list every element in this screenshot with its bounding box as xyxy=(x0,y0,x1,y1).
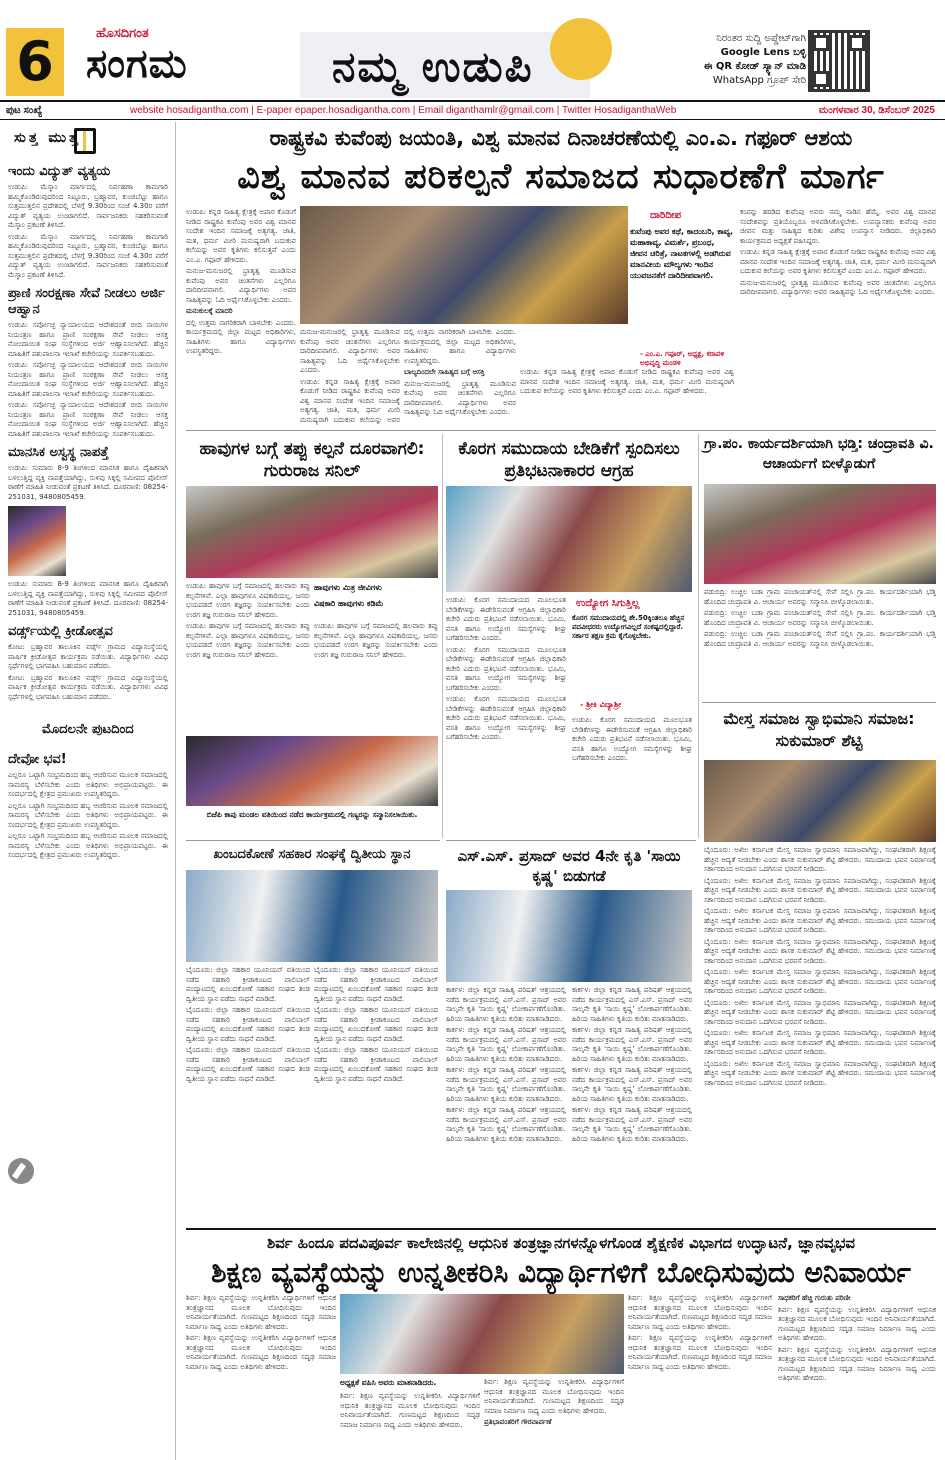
snakes-headline: ಹಾವುಗಳ ಬಗ್ಗೆ ತಪ್ಪು ಕಲ್ಪನೆ ದೂರವಾಗಲಿ: ಗುರುರಾಜ ಸನಿಲ್ xyxy=(199,439,425,481)
college-body-col-2 xyxy=(340,1392,480,1456)
info-bar xyxy=(0,100,945,120)
pencil-icon xyxy=(8,1158,34,1184)
mesta-headline: ಮೇಸ್ತ ಸಮಾಜ ಸ್ವಾಭಿಮಾನಿ ಸಮಾಜ: ಸುಕುಮಾರ್ ಶೆಟ್ಟಿ xyxy=(723,709,915,750)
panchayat-headline: ಗ್ರಾ.ಪಂ. ಕಾರ್ಯದರ್ಶಿಯಾಗಿ ಭಡ್ತಿ: ಚಂದ್ರಾವತಿ ವಿ. ಆಚಾರ್ಯಗೆ ಬೀಳ್ಕೊಡುಗೆ xyxy=(704,436,934,472)
website-link[interactable]: website hosadigantha.com xyxy=(130,105,249,116)
college-photo xyxy=(340,1294,624,1374)
lead-body-col-2 xyxy=(300,328,400,426)
lead-body-text-3: ದಲ್ಲಿ ಉತ್ತಮ ನಾಗರಿಕರಾಗಿ ಬಾಳಬೇಕು ಎಂದರು. ಕಾರ್ಯಕ್ರಮದಲ್ಲಿ ಜಿಲ್ಲಾ ಮಟ್ಟದ ಅಧಿಕಾರಿಗಳು, ಸಾಹಿತಿಗಳು ಹಾಗೂ ವಿದ್ಯಾರ್ಥಿಗಳು ಉಪಸ್ಥಿತರಿದ್ದರು. xyxy=(186,318,296,355)
college-body-col-1 xyxy=(186,1294,336,1454)
kambala-photo xyxy=(186,870,438,962)
lead-body-col-1 xyxy=(186,208,296,424)
bjp-caption: ಬಿಜೆಪಿ ಕಾಪು ಮಂಡಲ ವತಿಯಿಂದ ನಡೆದ ಕಾರ್ಯಕ್ರಮದಲ್ಲಿ ಗಣ್ಯರನ್ನು ಸನ್ಮಾನಿಸಲಾಯಿತು. xyxy=(206,810,418,819)
book-body-7: ಕಾರ್ಕಳ: ಜಿಲ್ಲಾ ಕನ್ನಡ ಸಾಹಿತ್ಯ ಪರಿಷತ್ ಆಶ್ರಯದಲ್ಲಿ ನಡೆದ ಕಾರ್ಯಕ್ರಮದಲ್ಲಿ ಎಸ್.ಎಸ್. ಪ್ರಸಾದ್ ಅವರ ನಾಲ್ಕನೇ ಕೃತಿ 'ಸಾಯಿ ಕೃಷ್ಣ' ಲೋಕಾರ್ಪಣೆಗೊಂಡಿತು. ಹಿರಿಯ ಸಾಹಿತಿಗಳು ಕೃತಿಯ ಕುರಿತು ಮಾತನಾಡಿದರು. xyxy=(572,1066,692,1103)
koraga-body-col-2 xyxy=(572,716,692,834)
college-body-col-3 xyxy=(484,1378,624,1456)
snakes-box-1: ಹಾವುಗಳು ಮಿತ್ರ ಜೀವಿಗಳು xyxy=(314,583,382,592)
college-body-6: ಶಿರ್ವ: ಶಿಕ್ಷಣ ವ್ಯವಸ್ಥೆಯನ್ನು ಉನ್ನತೀಕರಿಸಿ ವಿದ್ಯಾರ್ಥಿಗಳಿಗೆ ಆಧುನಿಕ ತಂತ್ರಜ್ಞಾನದ ಮೂಲಕ ಬೋಧಿಸುವುದು ಇಂದಿನ ಅನಿವಾರ್ಯತೆಯಾಗಿದೆ. ಗುಣಮಟ್ಟದ ಶಿಕ್ಷಣದಿಂದ ಸದೃಢ ಸಮಾಜ ನಿರ್ಮಾಣ ಸಾಧ್ಯ ಎಂದು ಅತಿಥಿಗಳು ಹೇಳಿದರು. xyxy=(628,1334,772,1371)
lead-body-text: ಉಡುಪಿ: ಕನ್ನಡ ಸಾಹಿತ್ಯ ಕ್ಷೇತ್ರಕ್ಕೆ ಅಪಾರ ಕೊಡುಗೆ ನೀಡಿದ ರಾಷ್ಟ್ರಕವಿ ಕುವೆಂಪು ಅವರ ವಿಶ್ವ ಮಾನವ ಸಂದೇಶ ಇಂದಿನ ಸಮಾಜಕ್ಕೆ ಅತ್ಯಗತ್ಯ. ಜಾತಿ, ಮತ, ಧರ್ಮ ಮೀರಿ ಮನುಷ್ಯರಾಗಿ ಬದುಕುವ ಕಲೆಯನ್ನು ಅವರ ಕೃತಿಗಳು ಕಲಿಸುತ್ತವೆ ಎಂದು ಎಂ.ಎ. ಗಫೂರ್ ಹೇಳಿದರು. xyxy=(186,208,296,264)
college-body-8: ಶಿರ್ವ: ಶಿಕ್ಷಣ ವ್ಯವಸ್ಥೆಯನ್ನು ಉನ್ನತೀಕರಿಸಿ ವಿದ್ಯಾರ್ಥಿಗಳಿಗೆ ಆಧುನಿಕ ತಂತ್ರಜ್ಞಾನದ ಮೂಲಕ ಬೋಧಿಸುವುದು ಇಂದಿನ ಅನಿವಾರ್ಯತೆಯಾಗಿದೆ. ಗುಣಮಟ್ಟದ ಶಿಕ್ಷಣದಿಂದ ಸದೃಢ ಸಮಾಜ ನಿರ್ಮಾಣ ಸಾಧ್ಯ ಎಂದು ಅತಿಥಿಗಳು ಹೇಳಿದರು. xyxy=(778,1345,936,1382)
left-news-column xyxy=(0,122,176,1460)
koraga-quote-byline: - ಶ್ರೀಕಿ ವಿದ್ಯಾಶ್ರೀ xyxy=(580,700,621,709)
issue-date: ಮಂಗಳವಾರ 30, ಡಿಸೆಂಬರ್ 2025 xyxy=(818,105,935,116)
brief-body-missing-2: ಉಡುಪಿ: ಸುಮಾರು 8-9 ತಿಂಗಳಿಂದ ಮಾನಸಿಕ ಹಾಗೂ ದೈಹಿಕವಾಗಿ ಬಳಲುತ್ತಿದ್ದ ವ್ಯಕ್ತಿ ನಾಪತ್ತೆಯಾಗಿದ್ದು, ಸುಳಿವು ಸಿಕ್ಕಲ್ಲಿ ಸಮೀಪದ ಪೊಲೀಸ್ ಠಾಣೆಗೆ ಮಾಹಿತಿ ನೀಡುವಂತೆ ಪ್ರಕಟಣೆ ತಿಳಿಸಿದೆ. ದೂರವಾಣಿ: 08254-251031, 9480805459. xyxy=(8,580,168,617)
book-body-col-1 xyxy=(446,986,566,1222)
bjp-photo xyxy=(186,736,438,806)
panchayat-body-text: ಪಡುಬಿದ್ರಿ: ಉಚ್ಚಿಲ ಬಡಾ ಗ್ರಾಮ ಪಂಚಾಯತ್‌ನಲ್ಲಿ ಸೇವೆ ಸಲ್ಲಿಸಿ ಗ್ರಾ.ಪಂ. ಕಾರ್ಯದರ್ಶಿಯಾಗಿ ಭಡ್ತಿ ಹೊಂದಿದ ಚಂದ್ರಾವತಿ ವಿ. ಆಚಾರ್ಯ ಅವರನ್ನು ಸನ್ಮಾನಿಸಿ ಬೀಳ್ಕೊಡಲಾಯಿತು. xyxy=(704,588,936,606)
snakes-box-2: ವಿಷಕಾರಿ ಹಾವುಗಳು ಕಡಿಮೆ xyxy=(314,599,384,608)
lead-body-col-5 xyxy=(740,208,936,426)
lead-subhead: ಮನುಕುಲಕ್ಕೆ ಮಾದರಿ xyxy=(186,307,233,315)
lead-body-col-4 xyxy=(520,368,734,426)
college-body-5: ಶಿರ್ವ: ಶಿಕ್ಷಣ ವ್ಯವಸ್ಥೆಯನ್ನು ಉನ್ನತೀಕರಿಸಿ ವಿದ್ಯಾರ್ಥಿಗಳಿಗೆ ಆಧುನಿಕ ತಂತ್ರಜ್ಞಾನದ ಮೂಲಕ ಬೋಧಿಸುವುದು ಇಂದಿನ ಅನಿವಾರ್ಯತೆಯಾಗಿದೆ. ಗುಣಮಟ್ಟದ ಶಿಕ್ಷಣದಿಂದ ಸದೃಢ ಸಮಾಜ ನಿರ್ಮಾಣ ಸಾಧ್ಯ ಎಂದು ಅತಿಥಿಗಳು ಹೇಳಿದರು. xyxy=(628,1294,772,1331)
book-body-1: ಕಾರ್ಕಳ: ಜಿಲ್ಲಾ ಕನ್ನಡ ಸಾಹಿತ್ಯ ಪರಿಷತ್ ಆಶ್ರಯದಲ್ಲಿ ನಡೆದ ಕಾರ್ಯಕ್ರಮದಲ್ಲಿ ಎಸ್.ಎಸ್. ಪ್ರಸಾದ್ ಅವರ ನಾಲ್ಕನೇ ಕೃತಿ 'ಸಾಯಿ ಕೃಷ್ಣ' ಲೋಕಾರ್ಪಣೆಗೊಂಡಿತು. ಹಿರಿಯ ಸಾಹಿತಿಗಳು ಕೃತಿಯ ಕುರಿತು ಮಾತನಾಡಿದರು. xyxy=(446,986,566,1023)
brief-body-power: ಉಡುಪಿ: ಮೆಸ್ಕಾಂ ಮಾರ್ಗದಲ್ಲಿ ನಿರ್ವಹಣಾ ಕಾಮಗಾರಿ ಹಮ್ಮಿಕೊಂಡಿರುವುದರಿಂದ ನಿಟ್ಟೂರು, ಬ್ರಹ್ಮಾವರ, ಕುಂಜಿಬೆಟ್ಟು ಹಾಗೂ ಸುತ್ತಮುತ್ತಲಿನ ಪ್ರದೇಶದಲ್ಲಿ ಬೆಳಗ್ಗೆ 9.30ರಿಂದ ಸಂಜೆ 4.30ರ ವರೆಗೆ ವಿದ್ಯುತ್ ವ್ಯತ್ಯಯ ಉಂಟಾಗಲಿದೆ. ಸಾರ್ವಜನಿಕರು ಸಹಕರಿಸುವಂತೆ ಮೆಸ್ಕಾಂ ಪ್ರಕಟಣೆ ತಿಳಿಸಿದೆ. xyxy=(8,183,168,229)
email-link[interactable]: Email diganthamlr@gmail.com xyxy=(418,105,554,116)
college-body-col-5 xyxy=(778,1294,936,1454)
front-page-continued-head: ಮೊದಲನೇ ಪುಟದಿಂದ xyxy=(42,722,134,737)
snakes-body-3: ಉಡುಪಿ: ಹಾವುಗಳ ಬಗ್ಗೆ ಸಮಾಜದಲ್ಲಿ ಹಲವಾರು ತಪ್ಪು ಕಲ್ಪನೆಗಳಿವೆ. ಎಲ್ಲಾ ಹಾವುಗಳೂ ವಿಷಕಾರಿಯಲ್ಲ. ಜನರು ಭಯಪಡದೆ ಉರಗ ತಜ್ಞರನ್ನು ಸಂಪರ್ಕಿಸಬೇಕು ಎಂದು ಉರಗ ತಜ್ಞ ಗುರುರಾಜ ಸನಿಲ್ ಹೇಳಿದರು. xyxy=(314,622,438,659)
brief-body-deva-2: ಎಲ್ಲರೂ ಒಟ್ಟಾಗಿ ಸಂಭ್ರಮದಿಂದ ಹಬ್ಬ ಆಚರಿಸುವ ಮೂಲಕ ಸಮಾಜದಲ್ಲಿ ಸಾಮರಸ್ಯ ಬೆಳೆಸಬೇಕು ಎಂದು ಅತಿಥಿಗಳು ಅಭಿಪ್ರಾಯಪಟ್ಟರು. ಈ ಸಂದರ್ಭದಲ್ಲಿ ಕ್ಷೇತ್ರದ ಪ್ರಮುಖರು ಉಪಸ್ಥಿತರಿದ್ದರು. xyxy=(8,801,168,829)
mesta-body-5: ಬೈಂದೂರು: ಅಖಿಲ ಕರ್ನಾಟಕ ಮೇಸ್ತ ಸಮಾಜ ಸ್ವಾಭಿಮಾನಿ ಸಮಾಜವಾಗಿದ್ದು, ಸಂಘಟಿತರಾಗಿ ಶಿಕ್ಷಣಕ್ಕೆ ಹೆಚ್ಚಿನ ಆದ್ಯತೆ ನೀಡಬೇಕು ಎಂದು ಶಾಸಕ ಸುಕುಮಾರ್ ಶೆಟ್ಟಿ ಹೇಳಿದರು. ಸಮುದಾಯ ಭವನ ನಿರ್ಮಾಣಕ್ಕೆ ಸರ್ಕಾರದಿಂದ ಅನುದಾನ ಒದಗಿಸುವ ಭರವಸೆ ನೀಡಿದರು. xyxy=(704,968,936,995)
mesta-body-6: ಬೈಂದೂರು: ಅಖಿಲ ಕರ್ನಾಟಕ ಮೇಸ್ತ ಸಮಾಜ ಸ್ವಾಭಿಮಾನಿ ಸಮಾಜವಾಗಿದ್ದು, ಸಂಘಟಿತರಾಗಿ ಶಿಕ್ಷಣಕ್ಕೆ ಹೆಚ್ಚಿನ ಆದ್ಯತೆ ನೀಡಬೇಕು ಎಂದು ಶಾಸಕ ಸುಕುಮಾರ್ ಶೆಟ್ಟಿ ಹೇಳಿದರು. ಸಮುದಾಯ ಭವನ ನಿರ್ಮಾಣಕ್ಕೆ ಸರ್ಕಾರದಿಂದ ಅನುದಾನ ಒದಗಿಸುವ ಭರವಸೆ ನೀಡಿದರು. xyxy=(704,998,936,1026)
koraga-quote: ಕೊರಗ ಸಮುದಾಯದಲ್ಲಿ ಶೇ.50ಕ್ಕಿಂತಲೂ ಹೆಚ್ಚಿನ ಪದವೀಧರರು ಉದ್ಯೋಗವಿಲ್ಲದೆ ಸಂಕಷ್ಟದಲ್ಲಿದ್ದಾರೆ. ಸರ್ಕಾರ ತಕ್ಷಣ ಕ್ರಮ ಕೈಗೊಳ್ಳಬೇಕು. xyxy=(572,614,685,640)
lead-body-2b: ಉಡುಪಿ: ಕನ್ನಡ ಸಾಹಿತ್ಯ ಕ್ಷೇತ್ರಕ್ಕೆ ಅಪಾರ ಕೊಡುಗೆ ನೀಡಿದ ರಾಷ್ಟ್ರಕವಿ ಕುವೆಂಪು ಅವರ ವಿಶ್ವ ಮಾನವ ಸಂದೇಶ ಇಂದಿನ ಸಮಾಜಕ್ಕೆ ಅತ್ಯಗತ್ಯ. ಜಾತಿ, ಮತ, ಧರ್ಮ ಮೀರಿ ಮನುಷ್ಯರಾಗಿ ಬದುಕುವ ಕಲೆಯನ್ನು ಅವರ xyxy=(300,377,400,424)
college-body-1: ಶಿರ್ವ: ಶಿಕ್ಷಣ ವ್ಯವಸ್ಥೆಯನ್ನು ಉನ್ನತೀಕರಿಸಿ ವಿದ್ಯಾರ್ಥಿಗಳಿಗೆ ಆಧುನಿಕ ತಂತ್ರಜ್ಞಾನದ ಮೂಲಕ ಬೋಧಿಸುವುದು ಇಂದಿನ ಅನಿವಾರ್ಯತೆಯಾಗಿದೆ. ಗುಣಮಟ್ಟದ ಶಿಕ್ಷಣದಿಂದ ಸದೃಢ ಸಮಾಜ ನಿರ್ಮಾಣ ಸಾಧ್ಯ ಎಂದು ಅತಿಥಿಗಳು ಹೇಳಿದರು. xyxy=(186,1294,336,1331)
snakes-photo xyxy=(186,486,438,578)
lead-body-col-3 xyxy=(404,328,516,426)
panchayat-body-text-3: ಪಡುಬಿದ್ರಿ: ಉಚ್ಚಿಲ ಬಡಾ ಗ್ರಾಮ ಪಂಚಾಯತ್‌ನಲ್ಲಿ ಸೇವೆ ಸಲ್ಲಿಸಿ ಗ್ರಾ.ಪಂ. ಕಾರ್ಯದರ್ಶಿಯಾಗಿ ಭಡ್ತಿ ಹೊಂದಿದ ಚಂದ್ರಾವತಿ ವಿ. ಆಚಾರ್ಯ ಅವರನ್ನು ಸನ್ಮಾನಿಸಿ ಬೀಳ್ಕೊಡಲಾಯಿತು. xyxy=(704,630,936,648)
kambala-body-col-1 xyxy=(186,966,310,1222)
college-subhead-2: ಪ್ರತಿಭಾವಂತರಿಗೆ ಗೌರವಾರ್ಪಣೆ xyxy=(484,1418,552,1426)
brief-body-deva-3: ಎಲ್ಲರೂ ಒಟ್ಟಾಗಿ ಸಂಭ್ರಮದಿಂದ ಹಬ್ಬ ಆಚರಿಸುವ ಮೂಲಕ ಸಮಾಜದಲ್ಲಿ ಸಾಮರಸ್ಯ ಬೆಳೆಸಬೇಕು ಎಂದು ಅತಿಥಿಗಳು ಅಭಿಪ್ರಾಯಪಟ್ಟರು. ಈ ಸಂದರ್ಭದಲ್ಲಿ ಕ್ಷೇತ್ರದ ಪ್ರಮುಖರು ಉಪಸ್ಥಿತರಿದ್ದರು. xyxy=(8,832,168,859)
lead-photo xyxy=(300,206,628,324)
divider xyxy=(186,840,440,841)
title-decoration-circle xyxy=(550,18,612,80)
lead-right-col: ಕಂಪನ್ನು ಹರಡಿದ ಕುವೆಂಪು ಅವರು ನಮ್ಮ ನಾಡಿನ ಹೆಮ್ಮೆ. ಅವರ ವಿಶ್ವ ಮಾನವ ಸಂದೇಶವನ್ನು ಪ್ರತಿಯೊಬ್ಬರೂ ಅಳವಡಿಸಿಕೊಳ್ಳಬೇಕು. ಉಪನ್ಯಾಸಕರು ಕುವೆಂಪು ಅವರ ಜೀವನ ಮತ್ತು ಸಾಹಿತ್ಯದ ಕುರಿತು ವಿಶೇಷ ಉಪನ್ಯಾಸ ನೀಡಿದರು. ಜಿಲ್ಲಾಧಿಕಾರಿ ಕಾರ್ಯಕ್ರಮದ ಅಧ್ಯಕ್ಷತೆ ವಹಿಸಿದ್ದರು. xyxy=(740,208,936,245)
koraga-photo xyxy=(446,486,692,592)
mesta-body-2: ಬೈಂದೂರು: ಅಖಿಲ ಕರ್ನಾಟಕ ಮೇಸ್ತ ಸಮಾಜ ಸ್ವಾಭಿಮಾನಿ ಸಮಾಜವಾಗಿದ್ದು, ಸಂಘಟಿತರಾಗಿ ಶಿಕ್ಷಣಕ್ಕೆ ಹೆಚ್ಚಿನ ಆದ್ಯತೆ ನೀಡಬೇಕು ಎಂದು ಶಾಸಕ ಸುಕುಮಾರ್ ಶೆಟ್ಟಿ ಹೇಳಿದರು. ಸಮುದಾಯ ಭವನ ನಿರ್ಮಾಣಕ್ಕೆ ಸರ್ಕಾರದಿಂದ ಅನುದಾನ ಒದಗಿಸುವ ಭರವಸೆ ನೀಡಿದರು. xyxy=(704,876,936,904)
page-label: ಪುಟ ಸಂಖ್ಯೆ xyxy=(6,105,43,116)
brief-head-power: ಇಂದು ವಿದ್ಯುತ್ ವ್ಯತ್ಯಯ xyxy=(8,164,111,179)
brief-body-deva: ಎಲ್ಲರೂ ಒಟ್ಟಾಗಿ ಸಂಭ್ರಮದಿಂದ ಹಬ್ಬ ಆಚರಿಸುವ ಮೂಲಕ ಸಮಾಜದಲ್ಲಿ ಸಾಮರಸ್ಯ ಬೆಳೆಸಬೇಕು ಎಂದು ಅತಿಥಿಗಳು ಅಭಿಪ್ರಾಯಪಟ್ಟರು. ಈ ಸಂದರ್ಭದಲ್ಲಿ ಕ್ಷೇತ್ರದ ಪ್ರಮುಖರು ಉಪಸ್ಥಿತರಿದ್ದರು. xyxy=(8,771,168,798)
college-kicker: ಶಿರ್ವ ಹಿಂದೂ ಪದವಿಪೂರ್ವ ಕಾಲೇಜಿನಲ್ಲಿ ಆಧುನಿಕ ತಂತ್ರಜ್ಞಾನಗಳನ್ನೊಳಗೊಂಡ ಶೈಕ್ಷಣಿಕ ವಿಭಾಗದ ಉದ್ಘಾಟನೆ, ಜ್ಞಾನವೃಭವ xyxy=(266,1234,856,1252)
divider xyxy=(186,430,936,431)
brief-head-animal: ಪ್ರಾಣಿ ಸಂರಕ್ಷಣಾ ಸೇವೆ ನೀಡಲು ಅರ್ಜಿ ಆಹ್ವಾನ xyxy=(8,286,165,317)
book-body-5: ಕಾರ್ಕಳ: ಜಿಲ್ಲಾ ಕನ್ನಡ ಸಾಹಿತ್ಯ ಪರಿಷತ್ ಆಶ್ರಯದಲ್ಲಿ ನಡೆದ ಕಾರ್ಯಕ್ರಮದಲ್ಲಿ ಎಸ್.ಎಸ್. ಪ್ರಸಾದ್ ಅವರ ನಾಲ್ಕನೇ ಕೃತಿ 'ಸಾಯಿ ಕೃಷ್ಣ' ಲೋಕಾರ್ಪಣೆಗೊಂಡಿತು. ಹಿರಿಯ ಸಾಹಿತಿಗಳು ಕೃತಿಯ ಕುರಿತು ಮಾತನಾಡಿದರು. xyxy=(572,986,692,1023)
brief-body-missing: ಉಡುಪಿ: ಸುಮಾರು 8-9 ತಿಂಗಳಿಂದ ಮಾನಸಿಕ ಹಾಗೂ ದೈಹಿಕವಾಗಿ ಬಳಲುತ್ತಿದ್ದ ವ್ಯಕ್ತಿ ನಾಪತ್ತೆಯಾಗಿದ್ದು, ಸುಳಿವು ಸಿಕ್ಕಲ್ಲಿ ಸಮೀಪದ ಪೊಲೀಸ್ ಠಾಣೆಗೆ ಮಾಹಿತಿ ನೀಡುವಂತೆ ಪ್ರಕಟಣೆ ತಿಳಿಸಿದೆ. ದೂರವಾಣಿ: 08254-251031, 9480805459. xyxy=(8,464,168,501)
column-divider xyxy=(442,434,443,838)
college-body-col-4 xyxy=(628,1294,772,1454)
brief-body-power-2: ಉಡುಪಿ: ಮೆಸ್ಕಾಂ ಮಾರ್ಗದಲ್ಲಿ ನಿರ್ವಹಣಾ ಕಾಮಗಾರಿ ಹಮ್ಮಿಕೊಂಡಿರುವುದರಿಂದ ನಿಟ್ಟೂರು, ಬ್ರಹ್ಮಾವರ, ಕುಂಜಿಬೆಟ್ಟು ಹಾಗೂ ಸುತ್ತಮುತ್ತಲಿನ ಪ್ರದೇಶದಲ್ಲಿ ಬೆಳಗ್ಗೆ 9.30ರಿಂದ ಸಂಜೆ 4.30ರ ವರೆಗೆ ವಿದ್ಯುತ್ ವ್ಯತ್ಯಯ ಉಂಟಾಗಲಿದೆ. ಸಾರ್ವಜನಿಕರು ಸಹಕರಿಸುವಂತೆ ಮೆಸ್ಕಾಂ ಪ್ರಕಟಣೆ ತಿಳಿಸಿದೆ. xyxy=(8,232,168,279)
college-body-3: ಶಿರ್ವ: ಶಿಕ್ಷಣ ವ್ಯವಸ್ಥೆಯನ್ನು ಉನ್ನತೀಕರಿಸಿ ವಿದ್ಯಾರ್ಥಿಗಳಿಗೆ ಆಧುನಿಕ ತಂತ್ರಜ್ಞಾನದ ಮೂಲಕ ಬೋಧಿಸುವುದು ಇಂದಿನ ಅನಿವಾರ್ಯತೆಯಾಗಿದೆ. ಗುಣಮಟ್ಟದ ಶಿಕ್ಷಣದಿಂದ ಸದೃಢ ಸಮಾಜ ನಿರ್ಮಾಣ ಸಾಧ್ಯ ಎಂದು ಅತಿಥಿಗಳು ಹೇಳಿದರು. xyxy=(340,1392,480,1429)
lead-right-col-3: ಮನುಜ-ಮನುಜರಲ್ಲಿ ಭ್ರಾತೃತ್ವ ಮೂಡಿಸುವ ಕುವೆಂಪು ಅವರ ಚಿಂತನೆಗಳು ಎಲ್ಲರಿಗೂ ದಾರಿದೀಪವಾಗಲಿ. ವಿದ್ಯಾರ್ಥಿಗಳು ಅವರ ಸಾಹಿತ್ಯವನ್ನು ಓದಿ ಅರ್ಥೈಸಿಕೊಳ್ಳಬೇಕು ಎಂದರು. xyxy=(740,278,936,296)
book-body-8: ಕಾರ್ಕಳ: ಜಿಲ್ಲಾ ಕನ್ನಡ ಸಾಹಿತ್ಯ ಪರಿಷತ್ ಆಶ್ರಯದಲ್ಲಿ ನಡೆದ ಕಾರ್ಯಕ್ರಮದಲ್ಲಿ ಎಸ್.ಎಸ್. ಪ್ರಸಾದ್ ಅವರ ನಾಲ್ಕನೇ ಕೃತಿ 'ಸಾಯಿ ಕೃಷ್ಣ' ಲೋಕಾರ್ಪಣೆಗೊಂಡಿತು. ಹಿರಿಯ ಸಾಹಿತಿಗಳು ಕೃತಿಯ ಕುರಿತು ಮಾತನಾಡಿದರು. xyxy=(572,1106,692,1143)
brand-small: ಹೊಸದಿಗಂತ xyxy=(96,26,149,41)
book-body-6: ಕಾರ್ಕಳ: ಜಿಲ್ಲಾ ಕನ್ನಡ ಸಾಹಿತ್ಯ ಪರಿಷತ್ ಆಶ್ರಯದಲ್ಲಿ ನಡೆದ ಕಾರ್ಯಕ್ರಮದಲ್ಲಿ ಎಸ್.ಎಸ್. ಪ್ರಸಾದ್ ಅವರ ನಾಲ್ಕನೇ ಕೃತಿ 'ಸಾಯಿ ಕೃಷ್ಣ' ಲೋಕಾರ್ಪಣೆಗೊಂಡಿತು. ಹಿರಿಯ ಸಾಹಿತಿಗಳು ಕೃತಿಯ ಕುರಿತು ಮಾತನಾಡಿದರು. xyxy=(572,1026,692,1063)
brief-body-sports-2: ಕೋಟ: ಬ್ರಹ್ಮಾವರ ತಾಲೂಕಿನ ವರ್ಡ್ಸ್ ಗ್ರಾಮದ ವಿದ್ಯಾಸಂಸ್ಥೆಯಲ್ಲಿ ವಾರ್ಷಿಕ ಕ್ರೀಡೋತ್ಸವ ಕಾರ್ಯಕ್ರಮ ನಡೆಯಿತು. ವಿದ್ಯಾರ್ಥಿಗಳು ವಿವಿಧ ಸ್ಪರ್ಧೆಗಳಲ್ಲಿ ಭಾಗವಹಿಸಿ ಬಹುಮಾನ ಪಡೆದರು. xyxy=(8,673,168,701)
mesta-body-1: ಬೈಂದೂರು: ಅಖಿಲ ಕರ್ನಾಟಕ ಮೇಸ್ತ ಸಮಾಜ ಸ್ವಾಭಿಮಾನಿ ಸಮಾಜವಾಗಿದ್ದು, ಸಂಘಟಿತರಾಗಿ ಶಿಕ್ಷಣಕ್ಕೆ ಹೆಚ್ಚಿನ ಆದ್ಯತೆ ನೀಡಬೇಕು ಎಂದು ಶಾಸಕ ಸುಕುಮಾರ್ ಶೆಟ್ಟಿ ಹೇಳಿದರು. ಸಮುದಾಯ ಭವನ ನಿರ್ಮಾಣಕ್ಕೆ ಸರ್ಕಾರದಿಂದ ಅನುದಾನ ಒದಗಿಸುವ ಭರವಸೆ ನೀಡಿದರು. xyxy=(704,846,936,873)
college-subhead: ಸಾಧಕರಿಗೆ ಹೆಚ್ಚಿ ಗುರುತು ಪರಿಣೀ xyxy=(778,1294,851,1302)
koraga-body-3: ಉಡುಪಿ: ಕೊರಗ ಸಮುದಾಯದ ಮೂಲಭೂತ ಬೇಡಿಕೆಗಳನ್ನು ಈಡೇರಿಸುವಂತೆ ಆಗ್ರಹಿಸಿ ಜಿಲ್ಲಾಧಿಕಾರಿ ಕಚೇರಿ ಎದುರು ಪ್ರತಿಭಟನೆ ನಡೆಸಲಾಯಿತು. ಭೂಮಿ, ವಸತಿ ಹಾಗೂ ಉದ್ಯೋಗ ಸಮಸ್ಯೆಗಳನ್ನು ಶೀಘ್ರ ಬಗೆಹರಿಸಬೇಕು ಎಂದರು. xyxy=(446,695,566,741)
panchayat-body-text-2: ಪಡುಬಿದ್ರಿ: ಉಚ್ಚಿಲ ಬಡಾ ಗ್ರಾಮ ಪಂಚಾಯತ್‌ನಲ್ಲಿ ಸೇವೆ ಸಲ್ಲಿಸಿ ಗ್ರಾ.ಪಂ. ಕಾರ್ಯದರ್ಶಿಯಾಗಿ ಭಡ್ತಿ ಹೊಂದಿದ ಚಂದ್ರಾವತಿ ವಿ. ಆಚಾರ್ಯ ಅವರನ್ನು ಸನ್ಮಾನಿಸಿ ಬೀಳ್ಕೊಡಲಾಯಿತು. xyxy=(704,609,936,627)
lead-subhead-2: ಬಾಲ್ಯದಿಂದಲೇ ಸಾಹಿತ್ಯದ ಬಗ್ಗೆ ಆಸಕ್ತಿ xyxy=(404,368,485,376)
lead-body-4a: ಉಡುಪಿ: ಕನ್ನಡ ಸಾಹಿತ್ಯ ಕ್ಷೇತ್ರಕ್ಕೆ ಅಪಾರ ಕೊಡುಗೆ ನೀಡಿದ ರಾಷ್ಟ್ರಕವಿ ಕುವೆಂಪು ಅವರ ವಿಶ್ವ ಮಾನವ ಸಂದೇಶ ಇಂದಿನ ಸಮಾಜಕ್ಕೆ ಅತ್ಯಗತ್ಯ. ಜಾತಿ, ಮತ, ಧರ್ಮ ಮೀರಿ ಮನುಷ್ಯರಾಗಿ ಬದುಕುವ ಕಲೆಯನ್ನು ಅವರ ಕೃತಿಗಳು ಕಲಿಸುತ್ತವೆ ಎಂದು ಎಂ.ಎ. ಗಫೂರ್ ಹೇಳಿದರು. xyxy=(520,368,734,395)
lead-body-2a: ಮನುಜ-ಮನುಜರಲ್ಲಿ ಭ್ರಾತೃತ್ವ ಮೂಡಿಸುವ ಕುವೆಂಪು ಅವರ ಚಿಂತನೆಗಳು ಎಲ್ಲರಿಗೂ ದಾರಿದೀಪವಾಗಲಿ. ವಿದ್ಯಾರ್ಥಿಗಳು ಅವರ ಸಾಹಿತ್ಯವನ್ನು ಓದಿ ಅರ್ಥೈಸಿಕೊಳ್ಳಬೇಕು ಎಂದರು. xyxy=(300,328,400,374)
book-body-4: ಕಾರ್ಕಳ: ಜಿಲ್ಲಾ ಕನ್ನಡ ಸಾಹಿತ್ಯ ಪರಿಷತ್ ಆಶ್ರಯದಲ್ಲಿ ನಡೆದ ಕಾರ್ಯಕ್ರಮದಲ್ಲಿ ಎಸ್.ಎಸ್. ಪ್ರಸಾದ್ ಅವರ ನಾಲ್ಕನೇ ಕೃತಿ 'ಸಾಯಿ ಕೃಷ್ಣ' ಲೋಕಾರ್ಪಣೆಗೊಂಡಿತು. ಹಿರಿಯ ಸಾಹಿತಿಗಳು ಕೃತಿಯ ಕುರಿತು ಮಾತನಾಡಿದರು. xyxy=(446,1106,566,1143)
college-body-2: ಶಿರ್ವ: ಶಿಕ್ಷಣ ವ್ಯವಸ್ಥೆಯನ್ನು ಉನ್ನತೀಕರಿಸಿ ವಿದ್ಯಾರ್ಥಿಗಳಿಗೆ ಆಧುನಿಕ ತಂತ್ರಜ್ಞಾನದ ಮೂಲಕ ಬೋಧಿಸುವುದು ಇಂದಿನ ಅನಿವಾರ್ಯತೆಯಾಗಿದೆ. ಗುಣಮಟ್ಟದ ಶಿಕ್ಷಣದಿಂದ ಸದೃಢ ಸಮಾಜ ನಿರ್ಮಾಣ ಸಾಧ್ಯ ಎಂದು ಅತಿಥಿಗಳು ಹೇಳಿದರು. xyxy=(186,1334,336,1371)
mesta-photo xyxy=(704,760,936,842)
koraga-headline: ಕೊರಗ ಸಮುದಾಯ ಬೇಡಿಕೆಗೆ ಸ್ಪಂದಿಸಲು ಪ್ರತಿಭಟನಾಕಾರರ ಆಗ್ರಹ xyxy=(458,439,680,481)
snakes-body-col-1 xyxy=(186,582,310,730)
brief-body-animal: ಉಡುಪಿ: ಸರ್ವೋಚ್ಛ ನ್ಯಾಯಾಲಯದ ಆದೇಶದಂತೆ ಬೀದಿ ನಾಯಿಗಳ ನಿಯಂತ್ರಣ ಹಾಗೂ ಪ್ರಾಣಿ ಸಂರಕ್ಷಣಾ ಸೇವೆ ನೀಡಲು ಆಸಕ್ತ ನೋಂದಾಯಿತ ಸಂಘ ಸಂಸ್ಥೆಗಳಿಂದ ಅರ್ಜಿ ಆಹ್ವಾನಿಸಲಾಗಿದೆ. ಹೆಚ್ಚಿನ ಮಾಹಿತಿಗೆ ಪಶುಪಾಲನಾ ಇಲಾಖೆ ಕಚೇರಿಯನ್ನು ಸಂಪರ್ಕಿಸಬಹುದು. xyxy=(8,321,168,358)
left-column-text xyxy=(8,158,168,1448)
kambala-body-1: ಬೈಂದೂರು: ಜಿಲ್ಲಾ ಸಹಕಾರ ಯೂನಿಯನ್ ವತಿಯಿಂದ ನಡೆದ ಸಹಕಾರಿ ಕ್ರೀಡಾಕೂಟದ ವಾಲಿಬಾಲ್ ಪಂದ್ಯಾಟದಲ್ಲಿ ಖಂಬದಕೋಣೆ ಸಹಕಾರ ಸಂಘದ ತಂಡ ದ್ವಿತೀಯ ಸ್ಥಾನ ಪಡೆದು ಸಾಧನೆ ಮಾಡಿದೆ. xyxy=(186,966,310,1003)
qr-code-icon[interactable] xyxy=(808,30,870,92)
koraga-body-2: ಉಡುಪಿ: ಕೊರಗ ಸಮುದಾಯದ ಮೂಲಭೂತ ಬೇಡಿಕೆಗಳನ್ನು ಈಡೇರಿಸುವಂತೆ ಆಗ್ರಹಿಸಿ ಜಿಲ್ಲಾಧಿಕಾರಿ ಕಚೇರಿ ಎದುರು ಪ್ರತಿಭಟನೆ ನಡೆಸಲಾಯಿತು. ಭೂಮಿ, ವಸತಿ ಹಾಗೂ ಉದ್ಯೋಗ ಸಮಸ್ಯೆಗಳನ್ನು ಶೀಘ್ರ ಬಗೆಹರಿಸಬೇಕು ಎಂದರು. xyxy=(446,645,566,692)
qr-text-2: Google Lens ಬಳ್ಳಿ xyxy=(720,47,806,58)
lead-body-3b: ಮನುಜ-ಮನುಜರಲ್ಲಿ ಭ್ರಾತೃತ್ವ ಮೂಡಿಸುವ ಕುವೆಂಪು ಅವರ ಚಿಂತನೆಗಳು ಎಲ್ಲರಿಗೂ ದಾರಿದೀಪವಾಗಲಿ. ವಿದ್ಯಾರ್ಥಿಗಳು ಅವರ ಸಾಹಿತ್ಯವನ್ನು ಓದಿ ಅರ್ಥೈಸಿಕೊಳ್ಳಬೇಕು ಎಂದರು. xyxy=(404,379,516,416)
mesta-body-4: ಬೈಂದೂರು: ಅಖಿಲ ಕರ್ನಾಟಕ ಮೇಸ್ತ ಸಮಾಜ ಸ್ವಾಭಿಮಾನಿ ಸಮಾಜವಾಗಿದ್ದು, ಸಂಘಟಿತರಾಗಿ ಶಿಕ್ಷಣಕ್ಕೆ ಹೆಚ್ಚಿನ ಆದ್ಯತೆ ನೀಡಬೇಕು ಎಂದು ಶಾಸಕ ಸುಕುಮಾರ್ ಶೆಟ್ಟಿ ಹೇಳಿದರು. ಸಮುದಾಯ ಭವನ ನಿರ್ಮಾಣಕ್ಕೆ ಸರ್ಕಾರದಿಂದ ಅನುದಾನ ಒದಗಿಸುವ ಭರವಸೆ ನೀಡಿದರು. xyxy=(704,937,936,965)
snakes-body-col-2 xyxy=(314,622,438,730)
mesta-body xyxy=(704,846,936,1222)
lead-body-text-2: ಮನುಜ-ಮನುಜರಲ್ಲಿ ಭ್ರಾತೃತ್ವ ಮೂಡಿಸುವ ಕುವೆಂಪು ಅವರ ಚಿಂತನೆಗಳು ಎಲ್ಲರಿಗೂ ದಾರಿದೀಪವಾಗಲಿ. ವಿದ್ಯಾರ್ಥಿಗಳು ಅವರ ಸಾಹಿತ್ಯವನ್ನು ಓದಿ ಅರ್ಥೈಸಿಕೊಳ್ಳಬೇಕು ಎಂದರು. xyxy=(186,267,296,304)
lead-body-3a: ದಲ್ಲಿ ಉತ್ತಮ ನಾಗರಿಕರಾಗಿ ಬಾಳಬೇಕು ಎಂದರು. ಕಾರ್ಯಕ್ರಮದಲ್ಲಿ ಜಿಲ್ಲಾ ಮಟ್ಟದ ಅಧಿಕಾರಿಗಳು, ಸಾಹಿತಿಗಳು ಹಾಗೂ ವಿದ್ಯಾರ್ಥಿಗಳು ಉಪಸ್ಥಿತರಿದ್ದರು. xyxy=(404,328,516,365)
kambala-body-2: ಬೈಂದೂರು: ಜಿಲ್ಲಾ ಸಹಕಾರ ಯೂನಿಯನ್ ವತಿಯಿಂದ ನಡೆದ ಸಹಕಾರಿ ಕ್ರೀಡಾಕೂಟದ ವಾಲಿಬಾಲ್ ಪಂದ್ಯಾಟದಲ್ಲಿ ಖಂಬದಕೋಣೆ ಸಹಕಾರ ಸಂಘದ ತಂಡ ದ್ವಿತೀಯ ಸ್ಥಾನ ಪಡೆದು ಸಾಧನೆ ಮಾಡಿದೆ. xyxy=(186,1006,310,1043)
book-body-2: ಕಾರ್ಕಳ: ಜಿಲ್ಲಾ ಕನ್ನಡ ಸಾಹಿತ್ಯ ಪರಿಷತ್ ಆಶ್ರಯದಲ್ಲಿ ನಡೆದ ಕಾರ್ಯಕ್ರಮದಲ್ಲಿ ಎಸ್.ಎಸ್. ಪ್ರಸಾದ್ ಅವರ ನಾಲ್ಕನೇ ಕೃತಿ 'ಸಾಯಿ ಕೃಷ್ಣ' ಲೋಕಾರ್ಪಣೆಗೊಂಡಿತು. ಹಿರಿಯ ಸಾಹಿತಿಗಳು ಕೃತಿಯ ಕುರಿತು ಮಾತನಾಡಿದರು. xyxy=(446,1026,566,1063)
lead-quote: ಕುವೆಂಪು ಅವರ ಕಥೆ, ಕಾದಂಬರಿ, ಕಾವ್ಯ, ಮಹಾಕಾವ್ಯ, ವಿಮರ್ಶೆ, ಪ್ರಬಂಧ, ಜೀವನ ಚರಿತ್ರೆ, ನಾಟಕಗಳಲ್ಲಿ ಅಡಗಿರುವ ಮಾನವೀಯ ಮೌಲ್ಯಗಳು ಇಂದಿನ ಯುವಜನತೆಗೆ ದಾರಿದೀಪವಾಗಲಿ. xyxy=(630,227,734,280)
qr-text-1: ನಿರಂತರ ಸುದ್ದಿ ಅಪ್ಡೇಟ್‌ಗಾಗಿ xyxy=(716,33,806,44)
section-title: ಸುತ್ತ ಮುತ್ತ xyxy=(14,130,81,146)
college-body-7: ಶಿರ್ವ: ಶಿಕ್ಷಣ ವ್ಯವಸ್ಥೆಯನ್ನು ಉನ್ನತೀಕರಿಸಿ ವಿದ್ಯಾರ್ಥಿಗಳಿಗೆ ಆಧುನಿಕ ತಂತ್ರಜ್ಞಾನದ ಮೂಲಕ ಬೋಧಿಸುವುದು ಇಂದಿನ ಅನಿವಾರ್ಯತೆಯಾಗಿದೆ. ಗುಣಮಟ್ಟದ ಶಿಕ್ಷಣದಿಂದ ಸದೃಢ ಸಮಾಜ ನಿರ್ಮಾಣ ಸಾಧ್ಯ ಎಂದು ಅತಿಥಿಗಳು ಹೇಳಿದರು. xyxy=(778,1305,936,1342)
missing-person-photo xyxy=(8,506,66,576)
mesta-body-7: ಬೈಂದೂರು: ಅಖಿಲ ಕರ್ನಾಟಕ ಮೇಸ್ತ ಸಮಾಜ ಸ್ವಾಭಿಮಾನಿ ಸಮಾಜವಾಗಿದ್ದು, ಸಂಘಟಿತರಾಗಿ ಶಿಕ್ಷಣಕ್ಕೆ ಹೆಚ್ಚಿನ ಆದ್ಯತೆ ನೀಡಬೇಕು ಎಂದು ಶಾಸಕ ಸುಕುಮಾರ್ ಶೆಟ್ಟಿ ಹೇಳಿದರು. ಸಮುದಾಯ ಭವನ ನಿರ್ಮಾಣಕ್ಕೆ ಸರ್ಕಾರದಿಂದ ಅನುದಾನ ಒದಗಿಸುವ ಭರವಸೆ ನೀಡಿದರು. xyxy=(704,1029,936,1056)
qr-text-3: ಈ QR ಕೋಡ್ ಸ್ಕ್ಯಾನ್ ಮಾಡಿ xyxy=(703,61,806,72)
divider xyxy=(702,702,936,703)
college-caption: ಅಧ್ಯಕ್ಷತೆ ವಹಿಸಿ ಅವರು ಮಾತನಾಡಿದರು. xyxy=(340,1378,437,1387)
kambala-body-col-2 xyxy=(314,966,438,1222)
snakes-body-2: ಉಡುಪಿ: ಹಾವುಗಳ ಬಗ್ಗೆ ಸಮಾಜದಲ್ಲಿ ಹಲವಾರು ತಪ್ಪು ಕಲ್ಪನೆಗಳಿವೆ. ಎಲ್ಲಾ ಹಾವುಗಳೂ ವಿಷಕಾರಿಯಲ್ಲ. ಜನರು ಭಯಪಡದೆ ಉರಗ ತಜ್ಞರನ್ನು ಸಂಪರ್ಕಿಸಬೇಕು ಎಂದು ಉರಗ ತಜ್ಞ ಗುರುರಾಜ ಸನಿಲ್ ಹೇಳಿದರು. xyxy=(186,622,310,659)
koraga-body-col-1 xyxy=(446,596,566,834)
lead-badge: ದಾರಿದೀಪ xyxy=(650,210,682,221)
brief-body-animal-3: ಉಡುಪಿ: ಸರ್ವೋಚ್ಛ ನ್ಯಾಯಾಲಯದ ಆದೇಶದಂತೆ ಬೀದಿ ನಾಯಿಗಳ ನಿಯಂತ್ರಣ ಹಾಗೂ ಪ್ರಾಣಿ ಸಂರಕ್ಷಣಾ ಸೇವೆ ನೀಡಲು ಆಸಕ್ತ ನೋಂದಾಯಿತ ಸಂಘ ಸಂಸ್ಥೆಗಳಿಂದ ಅರ್ಜಿ ಆಹ್ವಾನಿಸಲಾಗಿದೆ. ಹೆಚ್ಚಿನ ಮಾಹಿತಿಗೆ ಪಶುಪಾಲನಾ ಇಲಾಖೆ ಕಚೇರಿಯನ್ನು ಸಂಪರ್ಕಿಸಬಹುದು. xyxy=(8,401,168,438)
qr-text-4: WhatsApp ಗ್ರೂಪ್ ಸೇರಿ xyxy=(712,75,806,86)
brand-name: ಸಂಗಮ xyxy=(86,40,188,87)
koraga-body: ಉಡುಪಿ: ಕೊರಗ ಸಮುದಾಯದ ಮೂಲಭೂತ ಬೇಡಿಕೆಗಳನ್ನು ಈಡೇರಿಸುವಂತೆ ಆಗ್ರಹಿಸಿ ಜಿಲ್ಲಾಧಿಕಾರಿ ಕಚೇರಿ ಎದುರು ಪ್ರತಿಭಟನೆ ನಡೆಸಲಾಯಿತು. ಭೂಮಿ, ವಸತಿ ಹಾಗೂ ಉದ್ಯೋಗ ಸಮಸ್ಯೆಗಳನ್ನು ಶೀಘ್ರ ಬಗೆಹರಿಸಬೇಕು ಎಂದರು. xyxy=(446,596,566,642)
divider xyxy=(186,1228,936,1230)
brief-head-missing: ಮಾನಸಿಕ ಅಸ್ವಸ್ಥ ನಾಪತ್ತೆ xyxy=(8,445,109,460)
lead-right-col-2: ಉಡುಪಿ: ಕನ್ನಡ ಸಾಹಿತ್ಯ ಕ್ಷೇತ್ರಕ್ಕೆ ಅಪಾರ ಕೊಡುಗೆ ನೀಡಿದ ರಾಷ್ಟ್ರಕವಿ ಕುವೆಂಪು ಅವರ ವಿಶ್ವ ಮಾನವ ಸಂದೇಶ ಇಂದಿನ ಸಮಾಜಕ್ಕೆ ಅತ್ಯಗತ್ಯ. ಜಾತಿ, ಮತ, ಧರ್ಮ ಮೀರಿ ಮನುಷ್ಯರಾಗಿ ಬದುಕುವ ಕಲೆಯನ್ನು ಅವರ ಕೃತಿಗಳು ಕಲಿಸುತ್ತವೆ ಎಂದು ಎಂ.ಎ. ಗಫೂರ್ ಹೇಳಿದರು. xyxy=(740,248,936,275)
panchayat-photo xyxy=(704,484,936,584)
lead-headline: ವಿಶ್ವ ಮಾನವ ಪರಿಕಲ್ಪನೆ ಸಮಾಜದ ಸುಧಾರಣೆಗೆ ಮಾರ್ಗ xyxy=(237,156,885,197)
snakes-body: ಉಡುಪಿ: ಹಾವುಗಳ ಬಗ್ಗೆ ಸಮಾಜದಲ್ಲಿ ಹಲವಾರು ತಪ್ಪು ಕಲ್ಪನೆಗಳಿವೆ. ಎಲ್ಲಾ ಹಾವುಗಳೂ ವಿಷಕಾರಿಯಲ್ಲ. ಜನರು ಭಯಪಡದೆ ಉರಗ ತಜ್ಞರನ್ನು ಸಂಪರ್ಕಿಸಬೇಕು ಎಂದು ಉರಗ ತಜ್ಞ ಗುರುರಾಜ ಸನಿಲ್ ಹೇಳಿದರು. xyxy=(186,582,310,619)
brief-head-sports: ವರ್ಡ್ಸ್‌ಯಲ್ಲಿ ಕ್ರೀಡೋತ್ಸವ xyxy=(8,624,113,639)
kambala-body-6: ಬೈಂದೂರು: ಜಿಲ್ಲಾ ಸಹಕಾರ ಯೂನಿಯನ್ ವತಿಯಿಂದ ನಡೆದ ಸಹಕಾರಿ ಕ್ರೀಡಾಕೂಟದ ವಾಲಿಬಾಲ್ ಪಂದ್ಯಾಟದಲ್ಲಿ ಖಂಬದಕೋಣೆ ಸಹಕಾರ ಸಂಘದ ತಂಡ ದ್ವಿತೀಯ ಸ್ಥಾನ ಪಡೆದು ಸಾಧನೆ ಮಾಡಿದೆ. xyxy=(314,1046,438,1083)
college-headline: ಶಿಕ್ಷಣ ವ್ಯವಸ್ಥೆಯನ್ನು ಉನ್ನತೀಕರಿಸಿ ವಿದ್ಯಾರ್ಥಿಗಳಿಗೆ ಬೋಧಿಸುವುದು ಅನಿವಾರ್ಯ xyxy=(211,1256,911,1289)
brief-head-deva: ದೇವೋ ಭವ! xyxy=(8,752,67,767)
twitter-link[interactable]: Twitter HosadiganthaWeb xyxy=(561,105,677,116)
koraga-body-4: ಉಡುಪಿ: ಕೊರಗ ಸಮುದಾಯದ ಮೂಲಭೂತ ಬೇಡಿಕೆಗಳನ್ನು ಈಡೇರಿಸುವಂತೆ ಆಗ್ರಹಿಸಿ ಜಿಲ್ಲಾಧಿಕಾರಿ ಕಚೇರಿ ಎದುರು ಪ್ರತಿಭಟನೆ ನಡೆಸಲಾಯಿತು. ಭೂಮಿ, ವಸತಿ ಹಾಗೂ ಉದ್ಯೋಗ ಸಮಸ್ಯೆಗಳನ್ನು ಶೀಘ್ರ ಬಗೆಹರಿಸಬೇಕು ಎಂದರು. xyxy=(572,716,692,762)
mesta-body-8: ಬೈಂದೂರು: ಅಖಿಲ ಕರ್ನಾಟಕ ಮೇಸ್ತ ಸಮಾಜ ಸ್ವಾಭಿಮಾನಿ ಸಮಾಜವಾಗಿದ್ದು, ಸಂಘಟಿತರಾಗಿ ಶಿಕ್ಷಣಕ್ಕೆ ಹೆಚ್ಚಿನ ಆದ್ಯತೆ ನೀಡಬೇಕು ಎಂದು ಶಾಸಕ ಸುಕುಮಾರ್ ಶೆಟ್ಟಿ ಹೇಳಿದರು. ಸಮುದಾಯ ಭವನ ನಿರ್ಮಾಣಕ್ಕೆ ಸರ್ಕಾರದಿಂದ ಅನುದಾನ ಒದಗಿಸುವ ಭರವಸೆ ನೀಡಿದರು. xyxy=(704,1059,936,1087)
book-body-3: ಕಾರ್ಕಳ: ಜಿಲ್ಲಾ ಕನ್ನಡ ಸಾಹಿತ್ಯ ಪರಿಷತ್ ಆಶ್ರಯದಲ್ಲಿ ನಡೆದ ಕಾರ್ಯಕ್ರಮದಲ್ಲಿ ಎಸ್.ಎಸ್. ಪ್ರಸಾದ್ ಅವರ ನಾಲ್ಕನೇ ಕೃತಿ 'ಸಾಯಿ ಕೃಷ್ಣ' ಲೋಕಾರ್ಪಣೆಗೊಂಡಿತು. ಹಿರಿಯ ಸಾಹಿತಿಗಳು ಕೃತಿಯ ಕುರಿತು ಮಾತನಾಡಿದರು. xyxy=(446,1066,566,1103)
kambala-body-5: ಬೈಂದೂರು: ಜಿಲ್ಲಾ ಸಹಕಾರ ಯೂನಿಯನ್ ವತಿಯಿಂದ ನಡೆದ ಸಹಕಾರಿ ಕ್ರೀಡಾಕೂಟದ ವಾಲಿಬಾಲ್ ಪಂದ್ಯಾಟದಲ್ಲಿ ಖಂಬದಕೋಣೆ ಸಹಕಾರ ಸಂಘದ ತಂಡ ದ್ವಿತೀಯ ಸ್ಥಾನ ಪಡೆದು ಸಾಧನೆ ಮಾಡಿದೆ. xyxy=(314,1006,438,1043)
lead-quote-byline: - ಎಂ.ಎ. ಗಫೂರ್, ಅಧ್ಯಕ್ಷ, ಕರಾವಳಿ ಅಭಿವೃದ್ಧಿ ಮಂಡಳಿ xyxy=(640,350,725,367)
contact-links: website hosadigantha.com | E-paper epaper.hosadigantha.com | Email diganthamlr@gmail.com | Twitter HosadiganthaWeb xyxy=(130,105,677,116)
kambala-headline: ಖಂಬದಕೋಣೆ ಸಹಕಾರ ಸಂಘಕ್ಕೆ ದ್ವಿತೀಯ ಸ್ಥಾನ xyxy=(213,847,411,862)
qr-instructions xyxy=(682,32,806,88)
book-body-col-2 xyxy=(572,986,692,1222)
kambala-body-4: ಬೈಂದೂರು: ಜಿಲ್ಲಾ ಸಹಕಾರ ಯೂನಿಯನ್ ವತಿಯಿಂದ ನಡೆದ ಸಹಕಾರಿ ಕ್ರೀಡಾಕೂಟದ ವಾಲಿಬಾಲ್ ಪಂದ್ಯಾಟದಲ್ಲಿ ಖಂಬದಕೋಣೆ ಸಹಕಾರ ಸಂಘದ ತಂಡ ದ್ವಿತೀಯ ಸ್ಥಾನ ಪಡೆದು ಸಾಧನೆ ಮಾಡಿದೆ. xyxy=(314,966,438,1003)
brief-body-sports: ಕೋಟ: ಬ್ರಹ್ಮಾವರ ತಾಲೂಕಿನ ವರ್ಡ್ಸ್ ಗ್ರಾಮದ ವಿದ್ಯಾಸಂಸ್ಥೆಯಲ್ಲಿ ವಾರ್ಷಿಕ ಕ್ರೀಡೋತ್ಸವ ಕಾರ್ಯಕ್ರಮ ನಡೆಯಿತು. ವಿದ್ಯಾರ್ಥಿಗಳು ವಿವಿಧ ಸ್ಪರ್ಧೆಗಳಲ್ಲಿ ಭಾಗವಹಿಸಿ ಬಹುಮಾನ ಪಡೆದರು. xyxy=(8,643,168,670)
lead-kicker: ರಾಷ್ಟ್ರಕವಿ ಕುವೆಂಪು ಜಯಂತಿ, ವಿಶ್ವ ಮಾನವ ದಿನಾಚರಣೆಯಲ್ಲಿ ಎಂ.ಎ. ಗಫೂರ್ ಆಶಯ xyxy=(269,126,853,150)
koraga-badge: ಉದ್ಯೋಗ ಸಿಗುತ್ತಿಲ್ಲ xyxy=(576,598,640,609)
page-number: 6 xyxy=(6,28,64,96)
kambala-body-3: ಬೈಂದೂರು: ಜಿಲ್ಲಾ ಸಹಕಾರ ಯೂನಿಯನ್ ವತಿಯಿಂದ ನಡೆದ ಸಹಕಾರಿ ಕ್ರೀಡಾಕೂಟದ ವಾಲಿಬಾಲ್ ಪಂದ್ಯಾಟದಲ್ಲಿ ಖಂಬದಕೋಣೆ ಸಹಕಾರ ಸಂಘದ ತಂಡ ದ್ವಿತೀಯ ಸ್ಥಾನ ಪಡೆದು ಸಾಧನೆ ಮಾಡಿದೆ. xyxy=(186,1046,310,1083)
epaper-link[interactable]: E-paper epaper.hosadigantha.com xyxy=(256,105,411,116)
book-headline: ಎಸ್.ಎಸ್. ಪ್ರಸಾದ್ ಅವರ 4ನೇ ಕೃತಿ 'ಸಾಯಿ ಕೃಷ್ಣ' ಬಿಡುಗಡೆ xyxy=(457,847,681,885)
divider xyxy=(446,840,696,841)
brief-body-animal-2: ಉಡುಪಿ: ಸರ್ವೋಚ್ಛ ನ್ಯಾಯಾಲಯದ ಆದೇಶದಂತೆ ಬೀದಿ ನಾಯಿಗಳ ನಿಯಂತ್ರಣ ಹಾಗೂ ಪ್ರಾಣಿ ಸಂರಕ್ಷಣಾ ಸೇವೆ ನೀಡಲು ಆಸಕ್ತ ನೋಂದಾಯಿತ ಸಂಘ ಸಂಸ್ಥೆಗಳಿಂದ ಅರ್ಜಿ ಆಹ್ವಾನಿಸಲಾಗಿದೆ. ಹೆಚ್ಚಿನ ಮಾಹಿತಿಗೆ ಪಶುಪಾಲನಾ ಇಲಾಖೆ ಕಚೇರಿಯನ್ನು ಸಂಪರ್ಕಿಸಬಹುದು. xyxy=(8,361,168,398)
mesta-body-3: ಬೈಂದೂರು: ಅಖಿಲ ಕರ್ನಾಟಕ ಮೇಸ್ತ ಸಮಾಜ ಸ್ವಾಭಿಮಾನಿ ಸಮಾಜವಾಗಿದ್ದು, ಸಂಘಟಿತರಾಗಿ ಶಿಕ್ಷಣಕ್ಕೆ ಹೆಚ್ಚಿನ ಆದ್ಯತೆ ನೀಡಬೇಕು ಎಂದು ಶಾಸಕ ಸುಕುಮಾರ್ ಶೆಟ್ಟಿ ಹೇಳಿದರು. ಸಮುದಾಯ ಭವನ ನಿರ್ಮಾಣಕ್ಕೆ ಸರ್ಕಾರದಿಂದ ಅನುದಾನ ಒದಗಿಸುವ ಭರವಸೆ ನೀಡಿದರು. xyxy=(704,907,936,934)
page-title: ನಮ್ಮ ಉಡುಪಿ xyxy=(332,42,534,91)
book-icon xyxy=(74,128,96,154)
column-divider xyxy=(698,434,699,838)
college-body-4: ಶಿರ್ವ: ಶಿಕ್ಷಣ ವ್ಯವಸ್ಥೆಯನ್ನು ಉನ್ನತೀಕರಿಸಿ ವಿದ್ಯಾರ್ಥಿಗಳಿಗೆ ಆಧುನಿಕ ತಂತ್ರಜ್ಞಾನದ ಮೂಲಕ ಬೋಧಿಸುವುದು ಇಂದಿನ ಅನಿವಾರ್ಯತೆಯಾಗಿದೆ. ಗುಣಮಟ್ಟದ ಶಿಕ್ಷಣದಿಂದ ಸದೃಢ ಸಮಾಜ ನಿರ್ಮಾಣ ಸಾಧ್ಯ ಎಂದು ಅತಿಥಿಗಳು ಹೇಳಿದರು. xyxy=(484,1378,624,1415)
masthead xyxy=(0,0,945,100)
panchayat-body xyxy=(704,588,936,698)
book-photo xyxy=(446,890,692,982)
